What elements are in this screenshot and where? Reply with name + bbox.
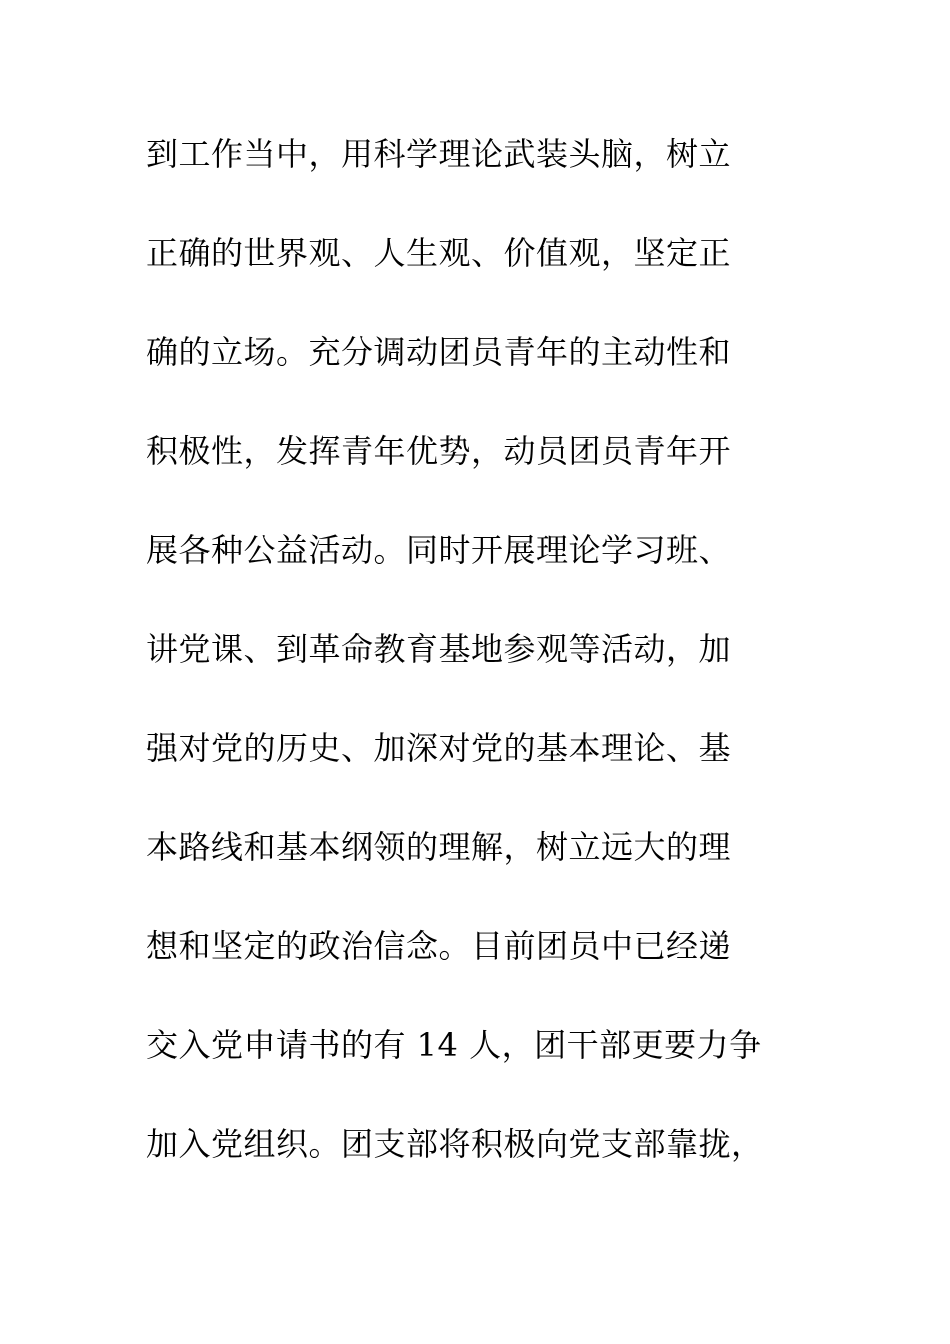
text-line: 积极性，发挥青年优势，动员团员青年开 [146, 432, 732, 470]
text-line: 强对党的历史、加深对党的基本理论、基 [146, 729, 732, 767]
text-line: 到工作当中，用科学理论武装头脑，树立 [146, 135, 732, 173]
text-line: 正确的世界观、人生观、价值观，坚定正 [146, 234, 732, 272]
text-line: 确的立场。充分调动团员青年的主动性和 [146, 333, 732, 371]
text-line: 讲党课、到革命教育基地参观等活动，加 [146, 630, 732, 668]
text-line: 本路线和基本纲领的理解，树立远大的理 [146, 828, 732, 866]
text-line: 加入党组织。团支部将积极向党支部靠拢， [146, 1125, 764, 1163]
body-text [146, 126, 806, 1215]
text-line: 展各种公益活动。同时开展理论学习班、 [146, 531, 732, 569]
text-line: 交入党申请书的有 14 人，团干部更要力争 [146, 1026, 762, 1064]
text-line: 想和坚定的政治信念。目前团员中已经递 [146, 927, 732, 965]
